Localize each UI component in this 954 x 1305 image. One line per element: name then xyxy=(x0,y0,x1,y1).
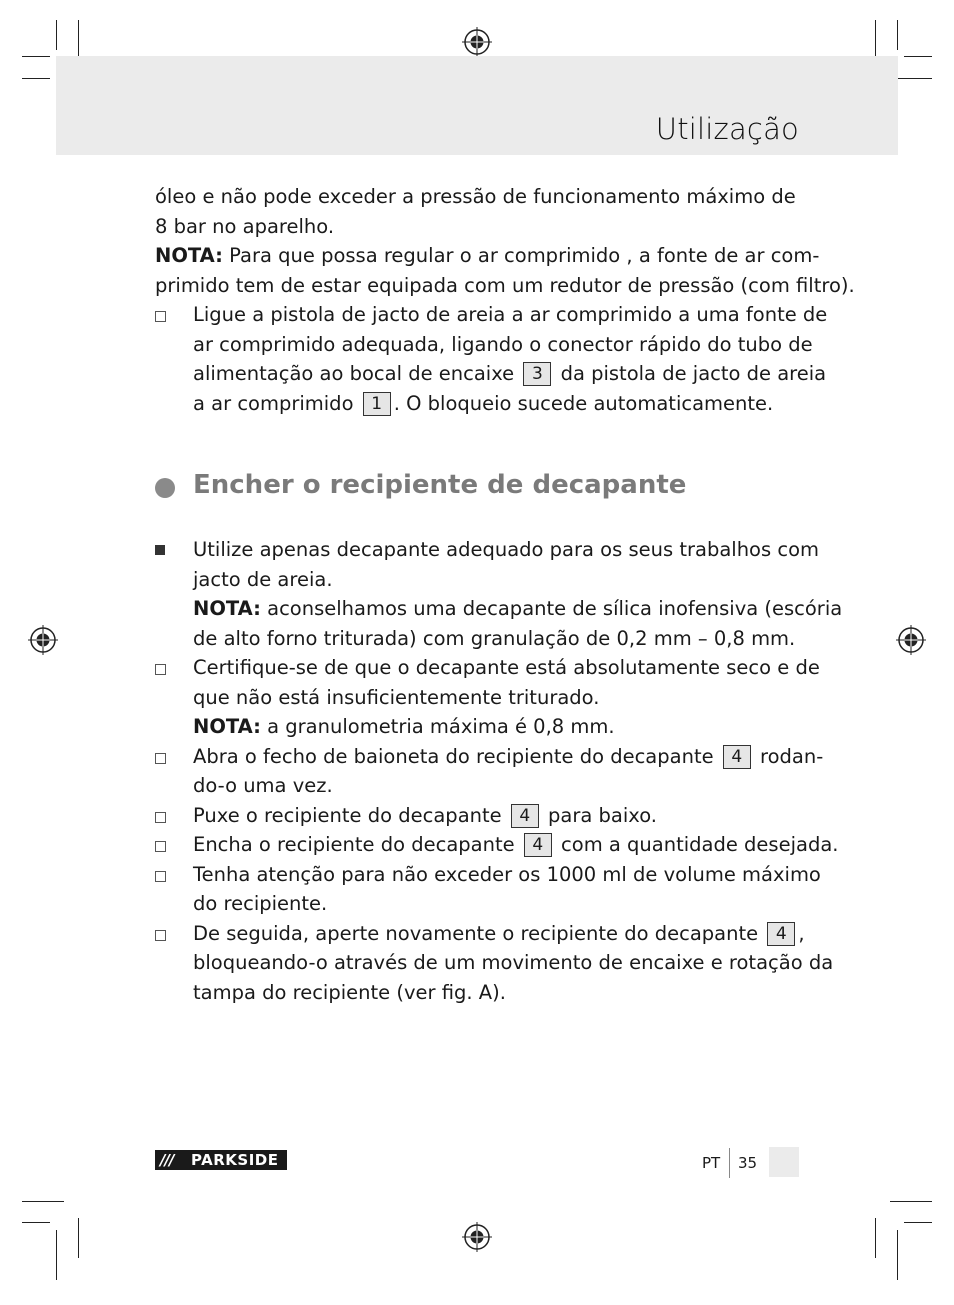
list-item-line: Certifique-se de que o decapante está absolutamente seco e de xyxy=(193,656,820,679)
list-item-line: ar comprimido adequada, ligando o conector rápido do tubo de xyxy=(193,332,813,356)
note-text: Para que possa regular o ar comprimido , a fonte de ar com- xyxy=(222,244,820,267)
crop-mark xyxy=(904,56,932,57)
note-label: NOTA: xyxy=(193,715,261,738)
list-item-text: , xyxy=(798,921,805,945)
note-line xyxy=(155,594,843,624)
paragraph-line: 8 bar no aparelho. xyxy=(155,214,335,238)
checkbox-bullet-icon xyxy=(155,801,175,834)
list-item-line xyxy=(155,919,803,949)
list-item-text: com a quantidade desejada. xyxy=(561,833,839,856)
list-item-text: De seguida, aperte novamente o recipiente do decapante xyxy=(193,921,759,945)
list-item xyxy=(155,300,828,418)
list-item xyxy=(155,653,820,742)
footer-divider xyxy=(729,1148,730,1178)
crop-mark xyxy=(78,20,79,60)
registration-mark-icon xyxy=(896,625,926,655)
crop-mark xyxy=(890,1201,932,1202)
note-label: NOTA: xyxy=(193,597,261,620)
crop-mark xyxy=(897,1230,898,1280)
list-item-line: jacto de areia. xyxy=(193,567,333,591)
note-line xyxy=(155,241,820,271)
list-item-line: Tenha atenção para não exceder os 1000 ml de volume máximo xyxy=(193,862,821,886)
part-reference: 4 xyxy=(723,745,751,769)
list-item xyxy=(155,535,843,653)
section-title: Encher o recipiente de decapante xyxy=(193,470,687,500)
list-item-text: para baixo. xyxy=(548,803,658,827)
logo-slashes: /// xyxy=(160,1151,174,1169)
language-code: PT xyxy=(702,1154,721,1172)
list-item-text: rodan- xyxy=(760,744,824,768)
checkbox-bullet-icon xyxy=(155,860,175,893)
note-line xyxy=(155,712,803,742)
checkbox-bullet-icon xyxy=(155,300,175,333)
crop-mark xyxy=(904,1222,932,1223)
part-reference: 4 xyxy=(767,922,795,946)
checkbox-bullet-icon xyxy=(155,653,175,686)
crop-mark xyxy=(56,1230,57,1280)
list-item-line: do recipiente. xyxy=(193,892,328,915)
list-item-text: Abra o fecho de baioneta do recipiente do decapante xyxy=(193,744,714,768)
crop-mark xyxy=(875,1218,876,1258)
registration-mark-icon xyxy=(28,625,58,655)
footer-box xyxy=(769,1147,799,1177)
note-text: a granulometria máxima é 0,8 mm. xyxy=(260,715,615,738)
list-item-line xyxy=(155,830,839,860)
page-title: Utilização xyxy=(655,112,799,146)
list-item-line xyxy=(155,359,827,389)
parkside-logo xyxy=(155,1150,287,1170)
page-number: 35 xyxy=(738,1154,758,1172)
logo-text: PARKSIDE xyxy=(191,1151,279,1169)
crop-mark xyxy=(22,1222,50,1223)
list-item xyxy=(155,830,839,860)
list-item-text: alimentação ao bocal de encaixe xyxy=(193,362,515,385)
note-line: primido tem de estar equipada com um redutor de pressão (com filtro). xyxy=(155,273,855,297)
note-line: de alto forno triturada) com granulação de 0,2 mm – 0,8 mm. xyxy=(193,626,796,650)
list-item-line: Utilize apenas decapante adequado para os seus trabalhos com xyxy=(193,538,819,561)
list-item-text: a ar comprimido xyxy=(193,391,354,415)
crop-mark xyxy=(22,1201,64,1202)
part-reference: 4 xyxy=(524,833,552,857)
list-item-line xyxy=(155,389,803,419)
crop-mark xyxy=(875,20,876,60)
list-item xyxy=(155,860,821,919)
list-item-text: Encha o recipiente do decapante xyxy=(193,833,515,856)
part-reference: 1 xyxy=(363,392,391,416)
list-item xyxy=(155,801,803,831)
checkbox-bullet-icon xyxy=(155,742,175,775)
part-reference: 4 xyxy=(511,804,539,828)
square-bullet-icon xyxy=(155,535,175,566)
list-item-text: Puxe o recipiente do decapante xyxy=(193,803,502,827)
list-item-line: Ligue a pistola de jacto de areia a ar comprimido a uma fonte de xyxy=(193,303,828,326)
crop-mark xyxy=(22,78,50,79)
registration-mark-icon xyxy=(462,1222,492,1252)
part-reference: 3 xyxy=(523,362,551,386)
intro-content xyxy=(155,182,855,418)
note-text: aconselhamos uma decapante de sílica inofensiva (escória xyxy=(260,597,843,620)
list-item-line: do-o uma vez. xyxy=(193,774,333,797)
checkbox-bullet-icon xyxy=(155,830,175,863)
registration-mark-icon xyxy=(462,27,492,57)
list-item-line: tampa do recipiente (ver fig. A). xyxy=(193,980,506,1004)
section-bullet-icon xyxy=(155,478,175,498)
list-item-line xyxy=(155,742,824,772)
list-item-line xyxy=(155,801,803,831)
note-label: NOTA: xyxy=(155,244,223,267)
list-item xyxy=(155,742,824,801)
list-item-text: . O bloqueio sucede automaticamente. xyxy=(393,391,774,415)
crop-mark xyxy=(78,1218,79,1258)
list-item-line: que não está insuficientemente triturado. xyxy=(193,685,600,709)
paragraph-line: óleo e não pode exceder a pressão de funcionamento máximo de xyxy=(155,185,796,208)
crop-mark xyxy=(897,20,898,50)
list-item-line: bloqueando-o através de um movimento de encaixe e rotação da xyxy=(193,951,834,974)
crop-mark xyxy=(56,20,57,50)
list-item xyxy=(155,919,834,1008)
checkbox-bullet-icon xyxy=(155,919,175,952)
crop-mark xyxy=(22,56,50,57)
list-item-text: da pistola de jacto de areia xyxy=(560,362,827,385)
section-content xyxy=(155,535,843,1007)
